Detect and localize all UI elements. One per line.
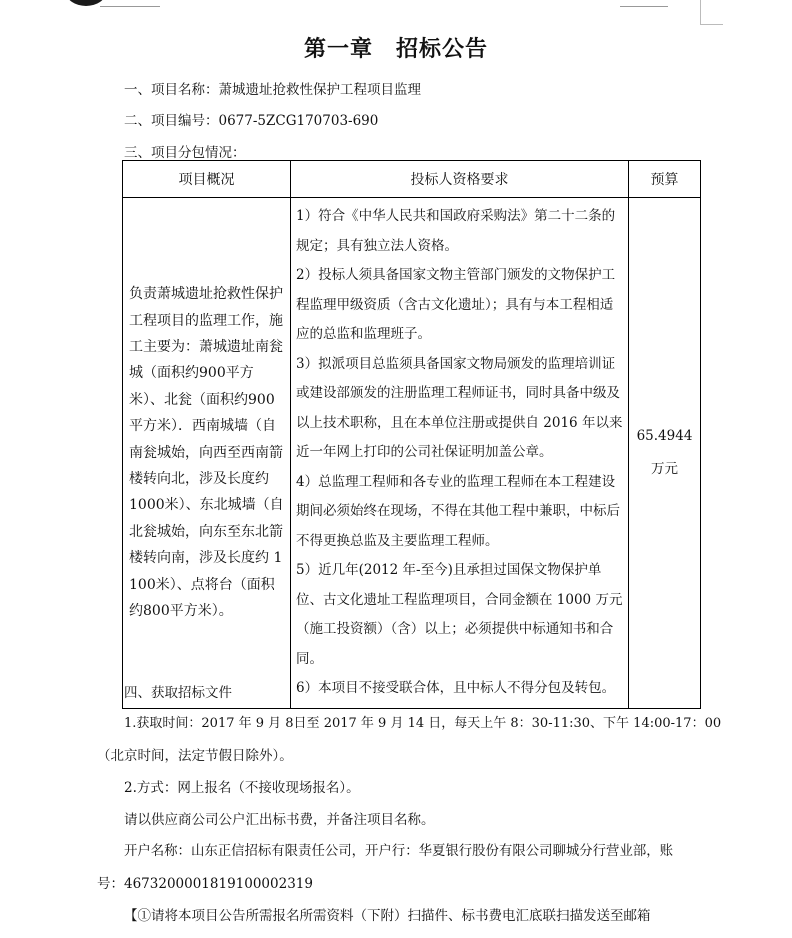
- section-heading: 四、获取招标文件: [124, 685, 232, 701]
- bank-info-line: 开户名称：山东正信招标有限责任公司，开户行：华夏银行股份有限公司聊城分行营业部，账: [124, 844, 674, 859]
- margin-corner-mark: [700, 0, 723, 25]
- budget-unit: 万元: [651, 460, 678, 477]
- requirement-item: 3）拟派项目总监须具备国家文物局颁发的监理培训证或建设部颁发的注册监理工程师证书，同时具备中级及以上技术职称，且在本单位注册或提供自 2016 年以来近一年网上打印的公司社保证明加盖公章。: [296, 355, 623, 460]
- overview-cell: 负责萧城遗址抢救性保护工程项目的监理工作，施工主要为：萧城遗址南瓮城（面积约900平方米）、北瓮（面积约900平方米）．西南城墙（自南瓮城始，向西至西南箭楼转向北，涉及长度约 1000米）、东北城墙（自北瓮城始，向东至东北箭楼转向南，涉及长度约 1 100米）、点将台（面积约800平方米）。: [123, 198, 291, 709]
- page-header-strip: [0, 0, 792, 8]
- project-lots-table: [122, 160, 701, 709]
- bank-account-line: 号：4673200001819100002319: [97, 876, 313, 892]
- header-rule-left: [100, 0, 160, 7]
- project-number-line: 二、项目编号：0677-5ZCG170703-690: [124, 113, 379, 129]
- requirement-item: 6）本项目不接受联合体，且中标人不得分包及转包。: [296, 680, 616, 696]
- acquire-method-line: 2.方式：网上报名（不接收现场报名）。: [124, 780, 360, 796]
- header-overview: 项目概况: [123, 161, 291, 198]
- transfer-note-line: 请以供应商公司公户汇出标书费，并备注项目名称。: [124, 812, 435, 828]
- project-lots-line: 三、项目分包情况：: [124, 145, 246, 161]
- header-requirements: 投标人资格要求: [291, 161, 629, 198]
- requirement-item: 5）近几年(2012 年-至今)且承担过国保文物保护单位、古文化遗址工程监理项目，合同金额在 1000 万元（施工投资额）（含）以上；必须提供中标通知书和合同。: [296, 562, 623, 667]
- header-budget: 预算: [629, 161, 701, 198]
- header-rule-right: [620, 0, 668, 7]
- requirement-item: 2）投标人须具备国家文物主管部门颁发的文物保护工程监理甲级资质（含古文化遗址）；具有与本工程相适应的总监和监理班子。: [296, 267, 616, 342]
- acquire-time-note: （北京时间，法定节假日除外）。: [97, 748, 293, 764]
- submission-notice-line: 【①请将本项目公告所需报名所需资料（下附）扫描件、标书费电汇底联扫描发送至邮箱: [124, 908, 651, 924]
- requirement-item: 4）总监理工程师和各专业的监理工程师在本工程建设期间必须始终在现场，不得在其他工程中兼职，中标后不得更换总监及主要监理工程师。: [296, 473, 620, 549]
- table-row: [123, 198, 701, 709]
- budget-amount: 65.4944: [636, 427, 693, 444]
- project-name-line: 一、项目名称：萧城遗址抢救性保护工程项目监理: [124, 82, 421, 98]
- acquire-time-line: 1.获取时间：2017 年 9 月 8日至 2017 年 9 月 14 日，每天上午 8：30-11:30、下午 14:00-17：00: [124, 716, 722, 731]
- budget-cell: [629, 198, 701, 709]
- chapter-title: 第一章 招标公告: [303, 36, 488, 62]
- table-header-row: [123, 161, 701, 198]
- requirement-item: 1）符合《中华人民共和国政府采购法》第二十二条的规定；具有独立法人资格。: [296, 208, 616, 254]
- requirements-cell: [291, 198, 629, 709]
